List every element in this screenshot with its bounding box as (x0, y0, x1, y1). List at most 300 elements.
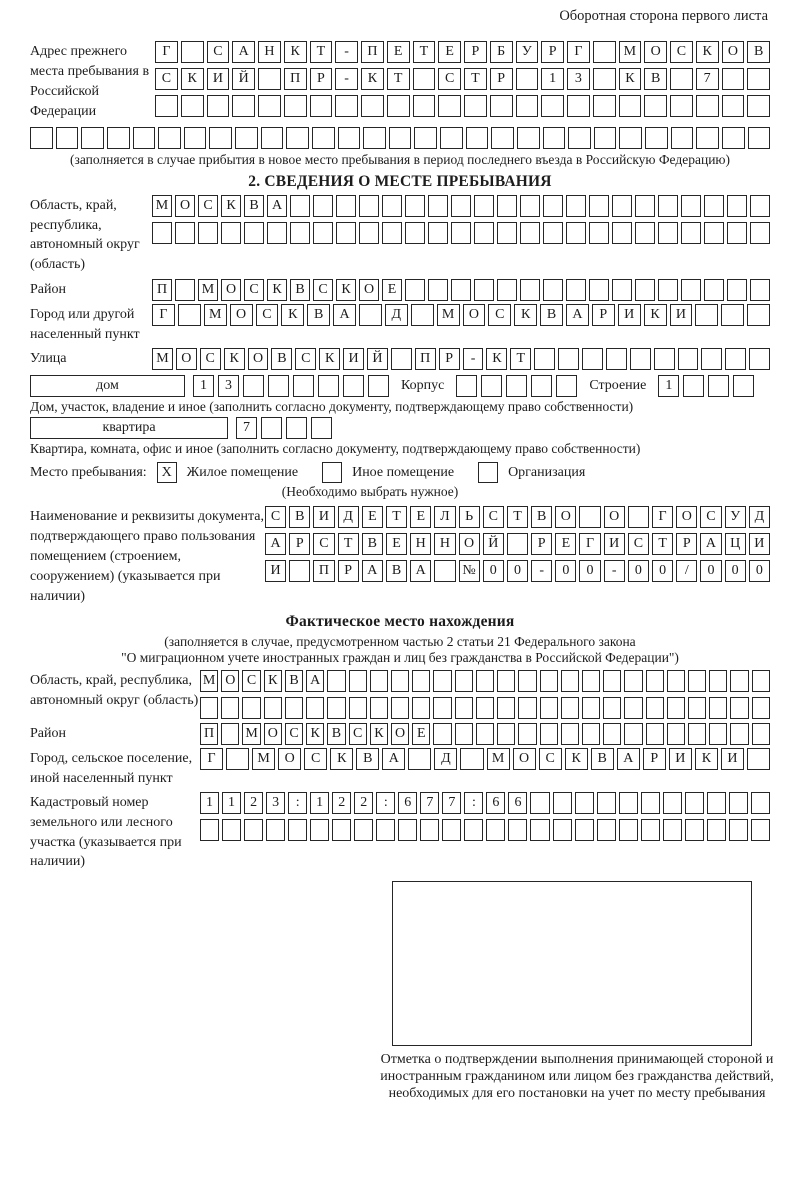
char-box[interactable]: 7 (236, 417, 257, 439)
char-box[interactable] (466, 127, 489, 149)
char-box[interactable]: Е (386, 533, 407, 555)
char-box[interactable]: С (285, 723, 303, 745)
char-box[interactable] (624, 697, 642, 719)
char-box[interactable] (667, 723, 685, 745)
char-box[interactable] (389, 127, 412, 149)
char-box[interactable]: С (539, 748, 562, 770)
char-box[interactable] (434, 560, 455, 582)
char-box[interactable] (748, 127, 771, 149)
char-box[interactable]: Г (652, 506, 673, 528)
char-box[interactable]: О (230, 304, 253, 326)
char-box[interactable]: М (200, 670, 218, 692)
char-box[interactable] (582, 697, 600, 719)
char-box[interactable]: Т (510, 348, 531, 370)
char-box[interactable] (517, 127, 540, 149)
char-box[interactable] (709, 723, 727, 745)
char-box[interactable]: К (221, 195, 241, 217)
char-box[interactable]: 1 (541, 68, 564, 90)
char-box[interactable]: С (670, 41, 693, 63)
char-box[interactable]: М (487, 748, 510, 770)
char-box[interactable]: Р (531, 533, 552, 555)
char-box[interactable]: Д (749, 506, 770, 528)
char-box[interactable]: В (285, 670, 303, 692)
char-box[interactable]: А (232, 41, 255, 63)
char-box[interactable] (242, 697, 260, 719)
char-box[interactable] (107, 127, 130, 149)
char-box[interactable] (243, 375, 264, 397)
char-box[interactable]: Д (385, 304, 408, 326)
char-box[interactable]: С (483, 506, 504, 528)
char-box[interactable] (235, 127, 258, 149)
char-box[interactable]: Б (490, 41, 513, 63)
char-box[interactable] (612, 222, 632, 244)
char-box[interactable] (481, 375, 502, 397)
char-box[interactable]: М (437, 304, 460, 326)
char-box[interactable] (405, 195, 425, 217)
char-box[interactable]: Е (438, 41, 461, 63)
char-box[interactable]: К (695, 748, 718, 770)
char-box[interactable] (335, 95, 358, 117)
char-box[interactable] (619, 819, 638, 841)
char-box[interactable] (630, 348, 651, 370)
char-box[interactable] (391, 348, 412, 370)
char-box[interactable] (387, 95, 410, 117)
char-box[interactable]: А (265, 533, 286, 555)
char-box[interactable] (582, 348, 603, 370)
char-box[interactable] (412, 670, 430, 692)
char-box[interactable] (543, 195, 563, 217)
char-box[interactable] (646, 697, 664, 719)
char-box[interactable] (681, 195, 701, 217)
char-box[interactable] (363, 127, 386, 149)
char-box[interactable]: / (676, 560, 697, 582)
char-box[interactable]: 3 (218, 375, 239, 397)
char-box[interactable]: М (152, 348, 173, 370)
char-box[interactable] (222, 819, 241, 841)
char-box[interactable]: А (362, 560, 383, 582)
char-box[interactable]: 0 (749, 560, 770, 582)
char-box[interactable] (619, 792, 638, 814)
char-box[interactable]: А (306, 670, 324, 692)
char-box[interactable] (681, 222, 701, 244)
char-box[interactable] (750, 195, 770, 217)
char-box[interactable] (442, 819, 461, 841)
char-box[interactable] (411, 304, 434, 326)
char-box[interactable] (593, 68, 616, 90)
char-box[interactable] (152, 222, 172, 244)
char-box[interactable] (285, 697, 303, 719)
char-box[interactable]: В (244, 195, 264, 217)
char-box[interactable] (516, 95, 539, 117)
char-box[interactable] (518, 670, 536, 692)
char-box[interactable] (727, 195, 747, 217)
char-box[interactable] (286, 417, 307, 439)
char-box[interactable]: К (267, 279, 287, 301)
char-box[interactable]: О (175, 195, 195, 217)
char-box[interactable] (594, 127, 617, 149)
char-box[interactable]: У (725, 506, 746, 528)
char-box[interactable] (670, 68, 693, 90)
char-box[interactable]: - (335, 41, 358, 63)
char-box[interactable] (290, 222, 310, 244)
char-box[interactable] (671, 127, 694, 149)
char-box[interactable] (455, 723, 473, 745)
char-box[interactable] (589, 195, 609, 217)
char-box[interactable]: О (278, 748, 301, 770)
char-box[interactable] (701, 348, 722, 370)
char-box[interactable] (497, 222, 517, 244)
char-box[interactable] (520, 222, 540, 244)
char-box[interactable]: С (256, 304, 279, 326)
char-box[interactable]: А (617, 748, 640, 770)
char-box[interactable]: Е (410, 506, 431, 528)
char-box[interactable]: О (221, 279, 241, 301)
char-box[interactable]: 3 (567, 68, 590, 90)
char-box[interactable] (497, 195, 517, 217)
house-field-box[interactable]: дом (30, 375, 185, 397)
char-box[interactable] (566, 279, 586, 301)
char-box[interactable] (612, 279, 632, 301)
char-box[interactable] (635, 222, 655, 244)
char-box[interactable]: 0 (725, 560, 746, 582)
char-box[interactable] (359, 304, 382, 326)
char-box[interactable] (266, 819, 285, 841)
char-box[interactable]: Т (338, 533, 359, 555)
char-box[interactable]: К (284, 41, 307, 63)
char-box[interactable]: Г (155, 41, 178, 63)
char-box[interactable] (540, 670, 558, 692)
char-box[interactable]: Т (413, 41, 436, 63)
char-box[interactable]: О (555, 506, 576, 528)
char-box[interactable] (158, 127, 181, 149)
char-box[interactable]: Р (439, 348, 460, 370)
char-box[interactable] (306, 697, 324, 719)
char-box[interactable]: И (207, 68, 230, 90)
char-box[interactable] (261, 417, 282, 439)
char-box[interactable] (556, 375, 577, 397)
char-box[interactable] (593, 41, 616, 63)
char-box[interactable] (267, 222, 287, 244)
char-box[interactable] (696, 127, 719, 149)
char-box[interactable]: В (747, 41, 770, 63)
char-box[interactable] (491, 127, 514, 149)
checkbox-other-premises[interactable] (322, 462, 342, 483)
char-box[interactable] (451, 222, 471, 244)
char-box[interactable]: А (267, 195, 287, 217)
char-box[interactable] (695, 304, 718, 326)
char-box[interactable] (579, 506, 600, 528)
char-box[interactable]: Й (367, 348, 388, 370)
char-box[interactable]: И (265, 560, 286, 582)
char-box[interactable] (704, 222, 724, 244)
char-box[interactable] (722, 95, 745, 117)
char-box[interactable] (413, 68, 436, 90)
char-box[interactable] (184, 127, 207, 149)
apartment-field-box[interactable]: квартира (30, 417, 228, 439)
char-box[interactable] (688, 723, 706, 745)
char-box[interactable]: - (463, 348, 484, 370)
char-box[interactable] (440, 127, 463, 149)
char-box[interactable]: И (604, 533, 625, 555)
char-box[interactable]: Й (483, 533, 504, 555)
char-box[interactable]: 0 (555, 560, 576, 582)
char-box[interactable]: 0 (483, 560, 504, 582)
char-box[interactable]: Г (579, 533, 600, 555)
char-box[interactable] (658, 195, 678, 217)
char-box[interactable] (181, 95, 204, 117)
char-box[interactable] (290, 195, 310, 217)
char-box[interactable] (619, 127, 642, 149)
char-box[interactable]: П (361, 41, 384, 63)
char-box[interactable]: Т (310, 41, 333, 63)
char-box[interactable]: В (531, 506, 552, 528)
char-box[interactable]: О (604, 506, 625, 528)
char-box[interactable]: Й (232, 68, 255, 90)
char-box[interactable] (30, 127, 53, 149)
char-box[interactable] (603, 670, 621, 692)
char-box[interactable]: С (207, 41, 230, 63)
char-box[interactable]: С (304, 748, 327, 770)
char-box[interactable]: П (152, 279, 172, 301)
char-box[interactable]: К (264, 670, 282, 692)
char-box[interactable] (543, 279, 563, 301)
char-box[interactable]: М (198, 279, 218, 301)
char-box[interactable] (747, 748, 770, 770)
char-box[interactable] (221, 222, 241, 244)
char-box[interactable] (566, 222, 586, 244)
char-box[interactable]: О (264, 723, 282, 745)
char-box[interactable]: М (152, 195, 172, 217)
char-box[interactable] (688, 670, 706, 692)
char-box[interactable] (553, 819, 572, 841)
char-box[interactable] (361, 95, 384, 117)
char-box[interactable] (603, 697, 621, 719)
char-box[interactable] (619, 95, 642, 117)
char-box[interactable]: О (176, 348, 197, 370)
char-box[interactable]: 3 (266, 792, 285, 814)
char-box[interactable] (747, 304, 770, 326)
char-box[interactable]: И (721, 748, 744, 770)
char-box[interactable] (433, 670, 451, 692)
char-box[interactable] (582, 670, 600, 692)
char-box[interactable]: К (619, 68, 642, 90)
char-box[interactable]: В (289, 506, 310, 528)
char-box[interactable] (597, 792, 616, 814)
char-box[interactable]: О (459, 533, 480, 555)
char-box[interactable]: 7 (696, 68, 719, 90)
char-box[interactable]: Р (643, 748, 666, 770)
char-box[interactable] (338, 127, 361, 149)
char-box[interactable] (635, 195, 655, 217)
char-box[interactable] (486, 819, 505, 841)
char-box[interactable]: О (644, 41, 667, 63)
char-box[interactable]: В (591, 748, 614, 770)
char-box[interactable] (336, 195, 356, 217)
char-box[interactable] (474, 222, 494, 244)
char-box[interactable] (313, 195, 333, 217)
char-box[interactable] (405, 222, 425, 244)
char-box[interactable]: 0 (700, 560, 721, 582)
char-box[interactable]: 2 (244, 792, 263, 814)
char-box[interactable] (200, 697, 218, 719)
char-box[interactable] (561, 723, 579, 745)
char-box[interactable] (293, 375, 314, 397)
char-box[interactable] (474, 279, 494, 301)
char-box[interactable] (155, 95, 178, 117)
char-box[interactable] (606, 348, 627, 370)
char-box[interactable]: 0 (579, 560, 600, 582)
char-box[interactable]: М (242, 723, 260, 745)
char-box[interactable] (507, 533, 528, 555)
char-box[interactable]: С (242, 670, 260, 692)
char-box[interactable] (518, 697, 536, 719)
char-box[interactable] (412, 697, 430, 719)
char-box[interactable]: 0 (628, 560, 649, 582)
char-box[interactable] (750, 222, 770, 244)
char-box[interactable]: 1 (658, 375, 679, 397)
char-box[interactable] (258, 95, 281, 117)
char-box[interactable] (645, 127, 668, 149)
char-box[interactable] (612, 195, 632, 217)
char-box[interactable]: М (619, 41, 642, 63)
char-box[interactable]: А (700, 533, 721, 555)
char-box[interactable]: 1 (200, 792, 219, 814)
char-box[interactable] (707, 819, 726, 841)
char-box[interactable] (589, 279, 609, 301)
char-box[interactable]: А (410, 560, 431, 582)
char-box[interactable] (382, 222, 402, 244)
char-box[interactable] (603, 723, 621, 745)
char-box[interactable]: 7 (420, 792, 439, 814)
char-box[interactable] (313, 222, 333, 244)
char-box[interactable] (752, 670, 770, 692)
char-box[interactable] (428, 279, 448, 301)
char-box[interactable]: С (313, 279, 333, 301)
char-box[interactable]: - (335, 68, 358, 90)
char-box[interactable]: О (221, 670, 239, 692)
char-box[interactable]: И (670, 304, 693, 326)
char-box[interactable] (561, 697, 579, 719)
char-box[interactable]: Т (387, 68, 410, 90)
char-box[interactable]: Л (434, 506, 455, 528)
char-box[interactable]: В (271, 348, 292, 370)
char-box[interactable] (531, 375, 552, 397)
char-box[interactable] (658, 222, 678, 244)
char-box[interactable]: Р (676, 533, 697, 555)
char-box[interactable] (685, 819, 704, 841)
char-box[interactable]: В (290, 279, 310, 301)
char-box[interactable] (258, 68, 281, 90)
char-box[interactable] (644, 95, 667, 117)
char-box[interactable] (451, 195, 471, 217)
char-box[interactable] (382, 195, 402, 217)
char-box[interactable] (575, 792, 594, 814)
char-box[interactable] (646, 723, 664, 745)
checkbox-residential[interactable]: X (157, 462, 177, 483)
char-box[interactable] (261, 127, 284, 149)
char-box[interactable] (311, 417, 332, 439)
char-box[interactable] (582, 723, 600, 745)
char-box[interactable] (438, 95, 461, 117)
char-box[interactable]: С (349, 723, 367, 745)
char-box[interactable] (729, 819, 748, 841)
char-box[interactable] (376, 819, 395, 841)
char-box[interactable]: Р (592, 304, 615, 326)
char-box[interactable] (534, 348, 555, 370)
char-box[interactable]: Е (555, 533, 576, 555)
char-box[interactable]: О (248, 348, 269, 370)
char-box[interactable] (327, 697, 345, 719)
char-box[interactable]: О (513, 748, 536, 770)
char-box[interactable]: Т (386, 506, 407, 528)
char-box[interactable]: Н (410, 533, 431, 555)
char-box[interactable]: Р (289, 533, 310, 555)
char-box[interactable] (641, 792, 660, 814)
char-box[interactable] (56, 127, 79, 149)
char-box[interactable] (708, 375, 729, 397)
char-box[interactable] (747, 95, 770, 117)
char-box[interactable] (704, 279, 724, 301)
checkbox-organization[interactable] (478, 462, 498, 483)
char-box[interactable] (520, 195, 540, 217)
char-box[interactable]: К (281, 304, 304, 326)
char-box[interactable]: 7 (442, 792, 461, 814)
char-box[interactable]: М (252, 748, 275, 770)
char-box[interactable]: Ь (459, 506, 480, 528)
char-box[interactable]: И (618, 304, 641, 326)
char-box[interactable] (685, 792, 704, 814)
char-box[interactable] (312, 127, 335, 149)
char-box[interactable]: : (376, 792, 395, 814)
char-box[interactable] (332, 819, 351, 841)
char-box[interactable]: С (155, 68, 178, 90)
char-box[interactable]: Т (652, 533, 673, 555)
char-box[interactable]: К (224, 348, 245, 370)
char-box[interactable] (553, 792, 572, 814)
char-box[interactable] (133, 127, 156, 149)
char-box[interactable] (667, 697, 685, 719)
char-box[interactable] (709, 697, 727, 719)
char-box[interactable] (232, 95, 255, 117)
char-box[interactable] (508, 819, 527, 841)
char-box[interactable]: С (198, 195, 218, 217)
char-box[interactable]: В (307, 304, 330, 326)
char-box[interactable] (567, 95, 590, 117)
char-box[interactable]: С (313, 533, 334, 555)
char-box[interactable] (593, 95, 616, 117)
char-box[interactable] (641, 819, 660, 841)
char-box[interactable] (428, 222, 448, 244)
char-box[interactable]: О (722, 41, 745, 63)
char-box[interactable]: С (628, 533, 649, 555)
char-box[interactable]: М (204, 304, 227, 326)
char-box[interactable] (391, 697, 409, 719)
char-box[interactable] (530, 819, 549, 841)
char-box[interactable]: И (749, 533, 770, 555)
char-box[interactable]: Т (507, 506, 528, 528)
char-box[interactable] (589, 222, 609, 244)
char-box[interactable] (490, 95, 513, 117)
char-box[interactable]: В (386, 560, 407, 582)
char-box[interactable] (81, 127, 104, 149)
char-box[interactable] (506, 375, 527, 397)
char-box[interactable]: Р (464, 41, 487, 63)
char-box[interactable] (343, 375, 364, 397)
char-box[interactable] (456, 375, 477, 397)
char-box[interactable] (751, 792, 770, 814)
char-box[interactable]: А (382, 748, 405, 770)
char-box[interactable] (575, 819, 594, 841)
